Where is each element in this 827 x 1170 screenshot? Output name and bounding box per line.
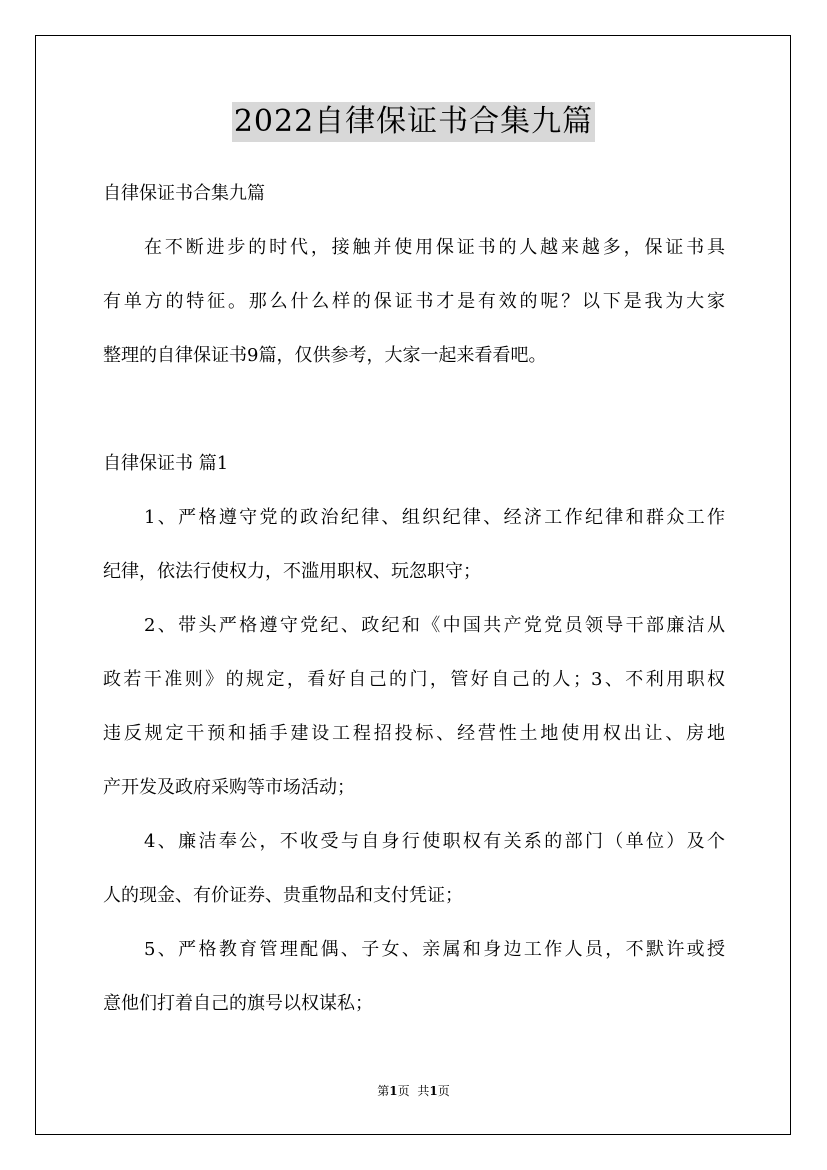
body-line-4: 政若干准则》的规定，看好自己的门，管好自己的人；3、不利用职权	[103, 669, 725, 690]
section-heading: 自律保证书 篇1	[103, 453, 229, 474]
intro-line-2: 有单方的特征。那么什么样的保证书才是有效的呢？以下是我为大家	[103, 291, 725, 312]
page-number: 1	[389, 1084, 398, 1098]
body-line-7: 4、廉洁奉公，不收受与自身行使职权有关系的部门（单位）及个	[144, 831, 725, 852]
page-footer	[0, 1083, 827, 1099]
total-pages: 1	[429, 1084, 438, 1098]
page-prefix: 第	[377, 1084, 390, 1098]
page-suffix: 页	[397, 1084, 410, 1098]
body-line-3: 2、带头严格遵守党纪、政纪和《中国共产党党员领导干部廉洁从	[144, 615, 725, 636]
body-line-6: 产开发及政府采购等市场活动；	[103, 777, 355, 798]
body-line-8: 人的现金、有价证券、贵重物品和支付凭证；	[103, 885, 463, 906]
body-line-1: 1、严格遵守党的政治纪律、组织纪律、经济工作纪律和群众工作	[144, 507, 725, 528]
body-line-10: 意他们打着自己的旗号以权谋私；	[103, 993, 373, 1014]
body-line-5: 违反规定干预和插手建设工程招投标、经营性土地使用权出让、房地	[103, 723, 725, 744]
intro-line-3: 整理的自律保证书9篇，仅供参考，大家一起来看看吧。	[103, 345, 547, 366]
body-line-9: 5、严格教育管理配偶、子女、亲属和身边工作人员，不默许或授	[144, 939, 725, 960]
title-container	[0, 102, 827, 142]
total-suffix: 页	[437, 1084, 450, 1098]
document-title: 2022自律保证书合集九篇	[232, 102, 595, 142]
intro-line-1: 在不断进步的时代，接触并使用保证书的人越来越多，保证书具	[144, 237, 725, 258]
document-subtitle: 自律保证书合集九篇	[103, 183, 265, 204]
total-prefix: 共	[417, 1084, 430, 1098]
body-line-2: 纪律，依法行使权力，不滥用职权、玩忽职守；	[103, 561, 481, 582]
